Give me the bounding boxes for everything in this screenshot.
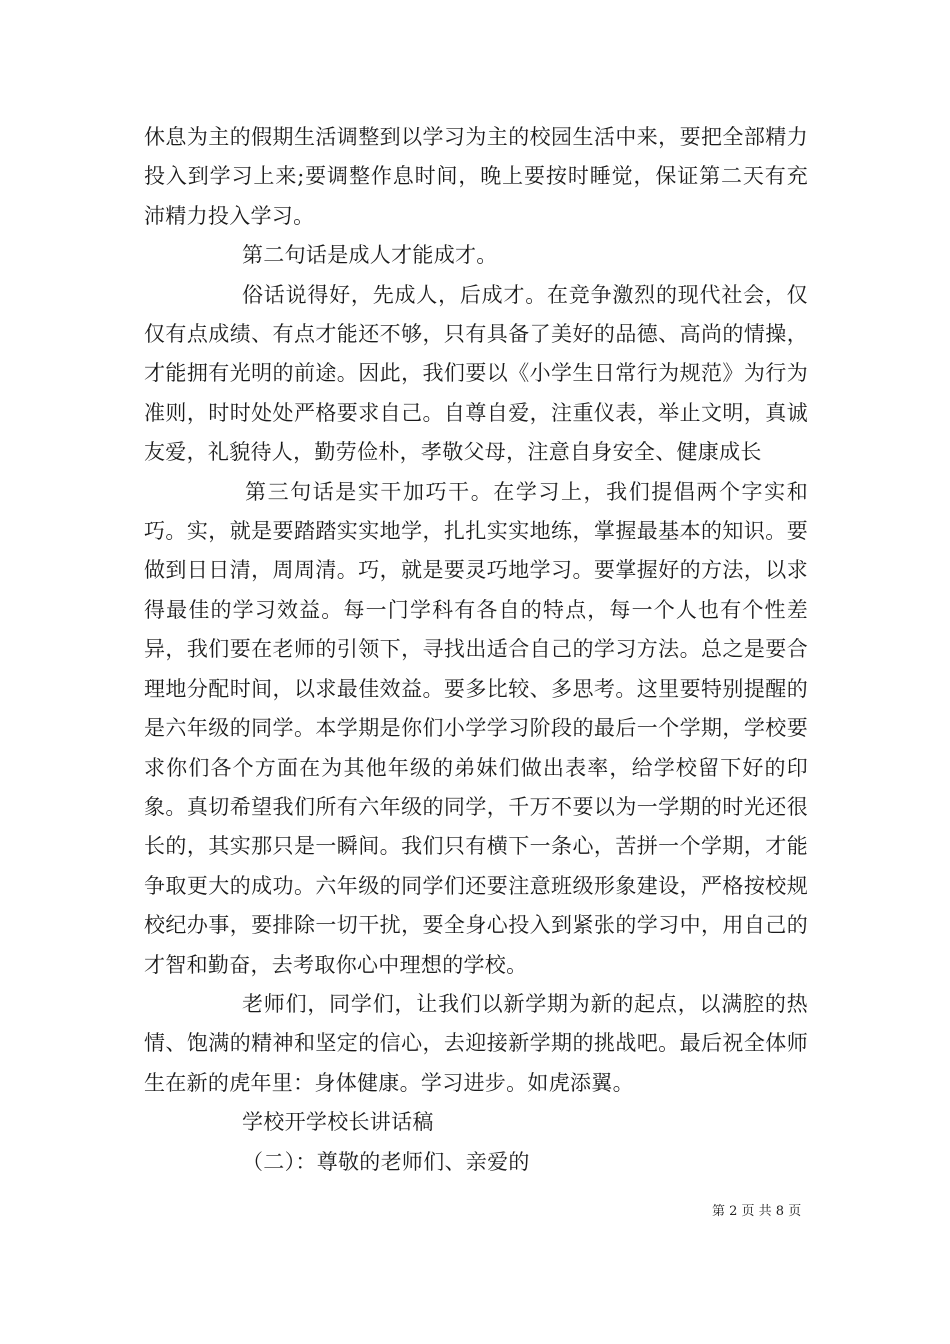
paragraph: （二）：尊敬的老师们、亲爱的 xyxy=(242,1149,530,1174)
paragraph: 第二句话是成人才能成才。 xyxy=(242,243,498,268)
paragraph: 老师们，同学们，让我们以新学期为新的起点，以满腔的热情、饱满的精神和坚定的信心，去迎接新学期的挑战吧。最后祝全体师生在新的虎年里：身体健康。学习进步。如虎添翼。 xyxy=(144,991,808,1095)
page-number-footer: 第 2 页 共 8 页 xyxy=(712,1204,802,1219)
document-body xyxy=(144,118,808,1182)
section-title: 学校开学校长讲话稿 xyxy=(242,1110,434,1135)
paragraph: 俗话说得好，先成人，后成才。在竞争激烈的现代社会，仅仅有点成绩、有点才能还不够，只有具备了美好的品德、高尚的情操，才能拥有光明的前途。因此，我们要以《小学生日常行为规范》为行为准则，时时处处严格要求自己。自尊自爱，注重仪表，举止文明，真诚友爱，礼貌待人，勤劳俭朴，孝敬父母，注意自身安全、健康成长 xyxy=(144,282,808,465)
paragraph: 休息为主的假期生活调整到以学习为主的校园生活中来，要把全部精力投入到学习上来;要调整作息时间，晚上要按时睡觉，保证第二天有充沛精力投入学习。 xyxy=(144,125,808,228)
paragraph: 第三句话是实干加巧干。在学习上，我们提倡两个字实和巧。实，就是要踏踏实实地学，扎扎实实地练，掌握最基本的知识。要做到日日清，周周清。巧，就是要灵巧地学习。要掌握好的方法，以求得最佳的学习效益。每一门学科有各自的特点，每一个人也有个性差异，我们要在老师的引领下，寻找出适合自己的学习方法。总之是要合理地分配时间，以求最佳效益。要多比较、多思考。这里要特别提醒的是六年级的同学。本学期是你们小学学习阶段的最后一个学期，学校要求你们各个方面在为其他年级的弟妹们做出表率，给学校留下好的印象。真切希望我们所有六年级的同学，千万不要以为一学期的时光还很长的，其实那只是一瞬间。我们只有横下一条心，苦拼一个学期，才能争取更大的成功。六年级的同学们还要注意班级形象建设，严格按校规校纪办事，要排除一切干扰，要全身心投入到紧张的学习中，用自己的才智和勤奋，去考取你心中理想的学校。 xyxy=(144,479,808,977)
